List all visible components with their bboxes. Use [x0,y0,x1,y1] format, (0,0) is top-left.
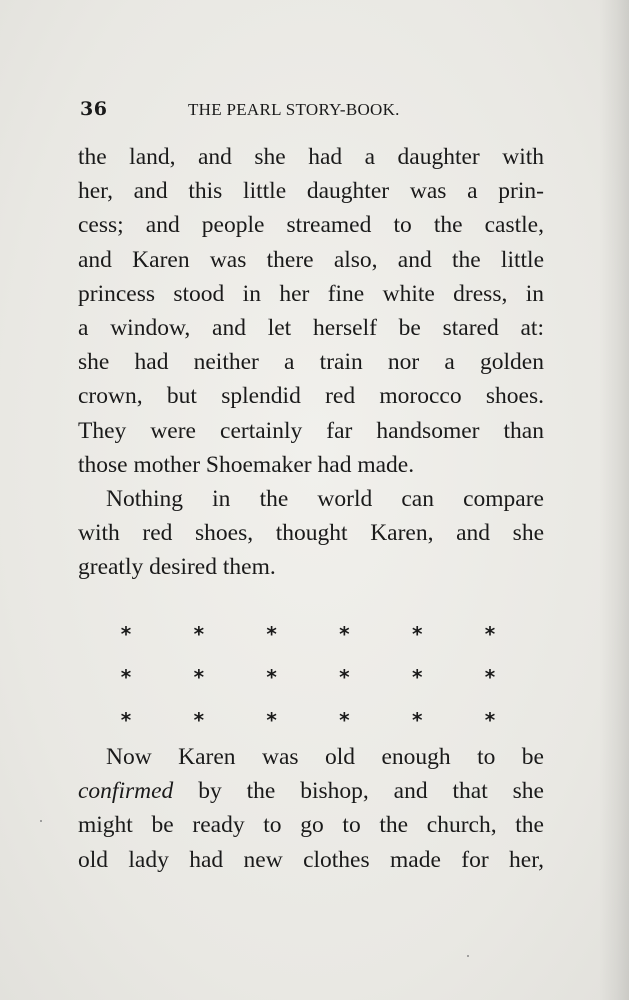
star-row [118,655,498,698]
text-line: princess stood in her fine white dress, in [78,280,544,307]
text-line: a window, and let herself be stared at: [78,314,544,341]
page-header [80,94,540,124]
star-glyph: * [484,707,496,732]
running-head: THE PEARL STORY-BOOK. [188,100,400,119]
italic-word: confirmed [78,778,174,805]
star-glyph: * [193,707,205,732]
text-line: those mother Shoemaker had made. [78,451,415,478]
star-glyph: * [339,621,350,646]
star-glyph: * [120,707,132,732]
text-line: with red shoes, thought Karen, and she [78,520,544,547]
star-glyph: * [411,621,423,646]
text-line: Now Karen was old enough to be [106,744,544,770]
text-line [78,774,544,808]
text-line: crown, but splendid red morocco shoes. [78,383,544,410]
star-glyph: * [339,707,350,732]
star-glyph: * [484,664,496,689]
text-line: They were certainly far handsomer than [78,417,544,444]
text-line: Nothing in the world can compare [106,485,544,512]
star-glyph: * [193,621,205,646]
text-line: and Karen was there also, and the little [78,246,544,273]
star-glyph: * [484,621,496,646]
star-row [118,698,498,741]
text-line: the land, and she had a daughter with [78,144,544,170]
paper-speck [467,955,469,957]
star-glyph: * [120,664,132,689]
page-number: 36 [80,98,108,120]
star-row [118,612,498,655]
text-line: old lady had new clothes made for her, [78,846,544,873]
text-line: cess; and people streamed to the castle, [78,212,544,239]
text-line: might be ready to go to the church, the [78,812,544,839]
text-line: greatly desired them. [78,554,276,581]
text-line: she had neither a train nor a golden [78,349,544,376]
body-text-bottom [78,740,544,877]
star-glyph: * [266,621,277,646]
star-glyph: * [120,621,132,646]
text-line: her, and this little daughter was a prin- [78,178,544,205]
body-text-top [78,140,544,584]
text-fragment: by the bishop, and that she [173,778,544,805]
star-glyph: * [193,664,205,689]
star-glyph: * [266,664,277,689]
star-glyph: * [266,707,277,732]
page-edge-shadow [599,0,629,1000]
paper-speck [40,820,42,822]
star-glyph: * [339,664,350,689]
star-glyph: * [411,707,423,732]
asterism-ornament [118,612,498,741]
star-glyph: * [411,664,423,689]
